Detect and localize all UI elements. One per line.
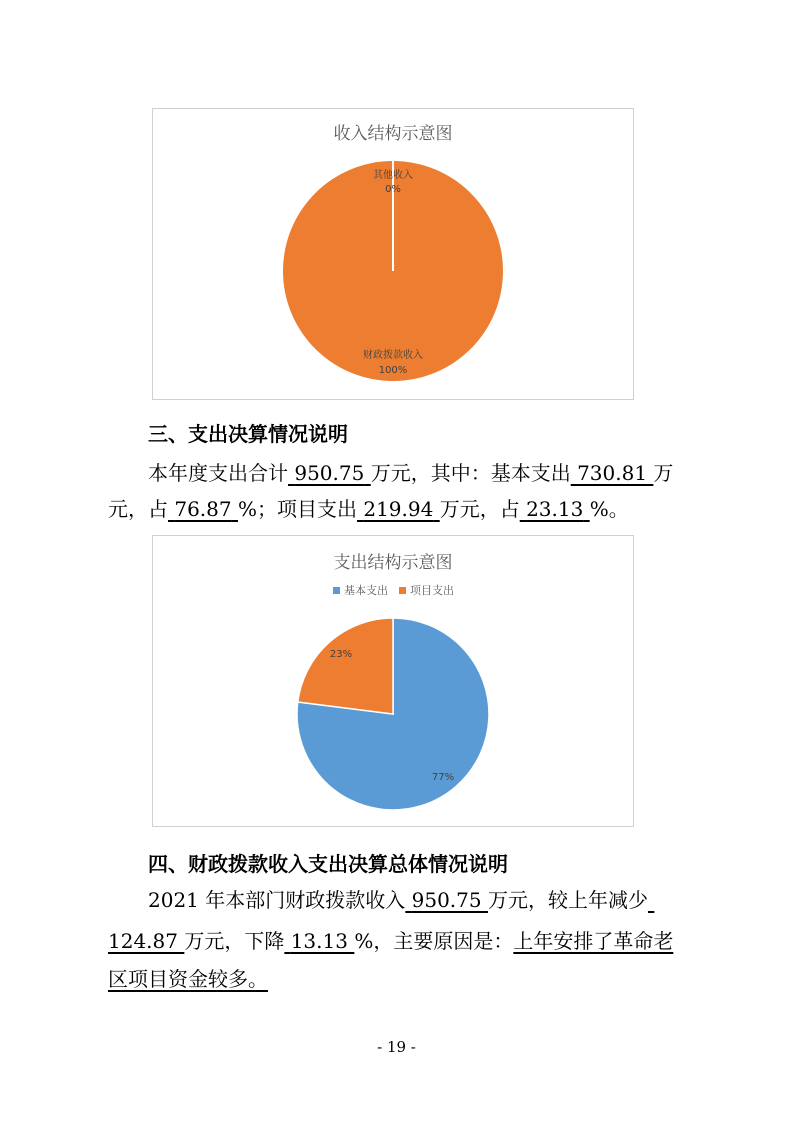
text: 万元，占	[439, 497, 520, 521]
project-expenditure: 219.94	[363, 497, 434, 521]
pie-label-financial-pct: 100%	[378, 365, 408, 376]
text: %。	[589, 497, 629, 521]
decrease-pct: 13.13	[290, 929, 348, 953]
reason-line2: 区项目资金较多。	[108, 967, 268, 991]
text: 2021 年本部门财政拨款收入	[148, 888, 406, 912]
expenditure-chart-title: 支出结构示意图	[333, 553, 453, 573]
section4-paragraph-line1	[148, 883, 654, 917]
basic-expenditure: 730.81	[577, 461, 648, 485]
text: %，主要原因是：	[354, 929, 514, 953]
legend-label-project: 项目支出	[410, 584, 454, 597]
section3-heading: 三、支出决算情况说明	[148, 422, 348, 446]
text: 元，占	[108, 497, 168, 521]
project-expenditure-pct: 23.13	[526, 497, 584, 521]
section4-paragraph-line3	[108, 962, 268, 996]
text: 本年度支出合计	[148, 461, 288, 485]
pie-slice-project-expenditure	[298, 618, 393, 714]
basic-expenditure-pct: 76.87	[174, 497, 232, 521]
text: %；项目支出	[237, 497, 357, 521]
pie-label-basic-pct: 77%	[431, 772, 455, 783]
reason-line1: 上年安排了革命老	[513, 929, 674, 953]
expenditure-pie-svg	[153, 536, 633, 826]
legend-label-basic: 基本支出	[344, 584, 388, 597]
legend-swatch-basic	[333, 587, 340, 594]
section3-paragraph-line2	[108, 492, 629, 526]
text: 万元，其中：基本支出	[370, 461, 571, 485]
pie-label-other-name: 其他收入	[373, 170, 413, 181]
financial-income: 950.75	[411, 888, 482, 912]
total-expenditure: 950.75	[294, 461, 365, 485]
text: 万	[653, 461, 674, 485]
section3-paragraph-line1	[148, 456, 673, 490]
income-pie-svg	[153, 109, 633, 399]
blank-underline	[648, 888, 654, 912]
section4-heading: 四、财政拨款收入支出决算总体情况说明	[148, 852, 508, 876]
pie-label-financial-name: 财政拨款收入	[363, 350, 423, 361]
income-chart-title: 收入结构示意图	[333, 124, 453, 144]
income-chart	[152, 108, 634, 400]
expenditure-chart	[152, 535, 634, 827]
text: 万元，下降	[184, 929, 285, 953]
legend-swatch-project	[399, 587, 406, 594]
page-number: - 19 -	[377, 1038, 416, 1056]
text: 万元，较上年减少	[487, 888, 648, 912]
pie-label-project-pct: 23%	[329, 649, 353, 660]
section4-paragraph-line2	[108, 924, 673, 958]
pie-label-other-pct: 0%	[385, 184, 401, 195]
decrease-amount: 124.87	[108, 929, 178, 953]
